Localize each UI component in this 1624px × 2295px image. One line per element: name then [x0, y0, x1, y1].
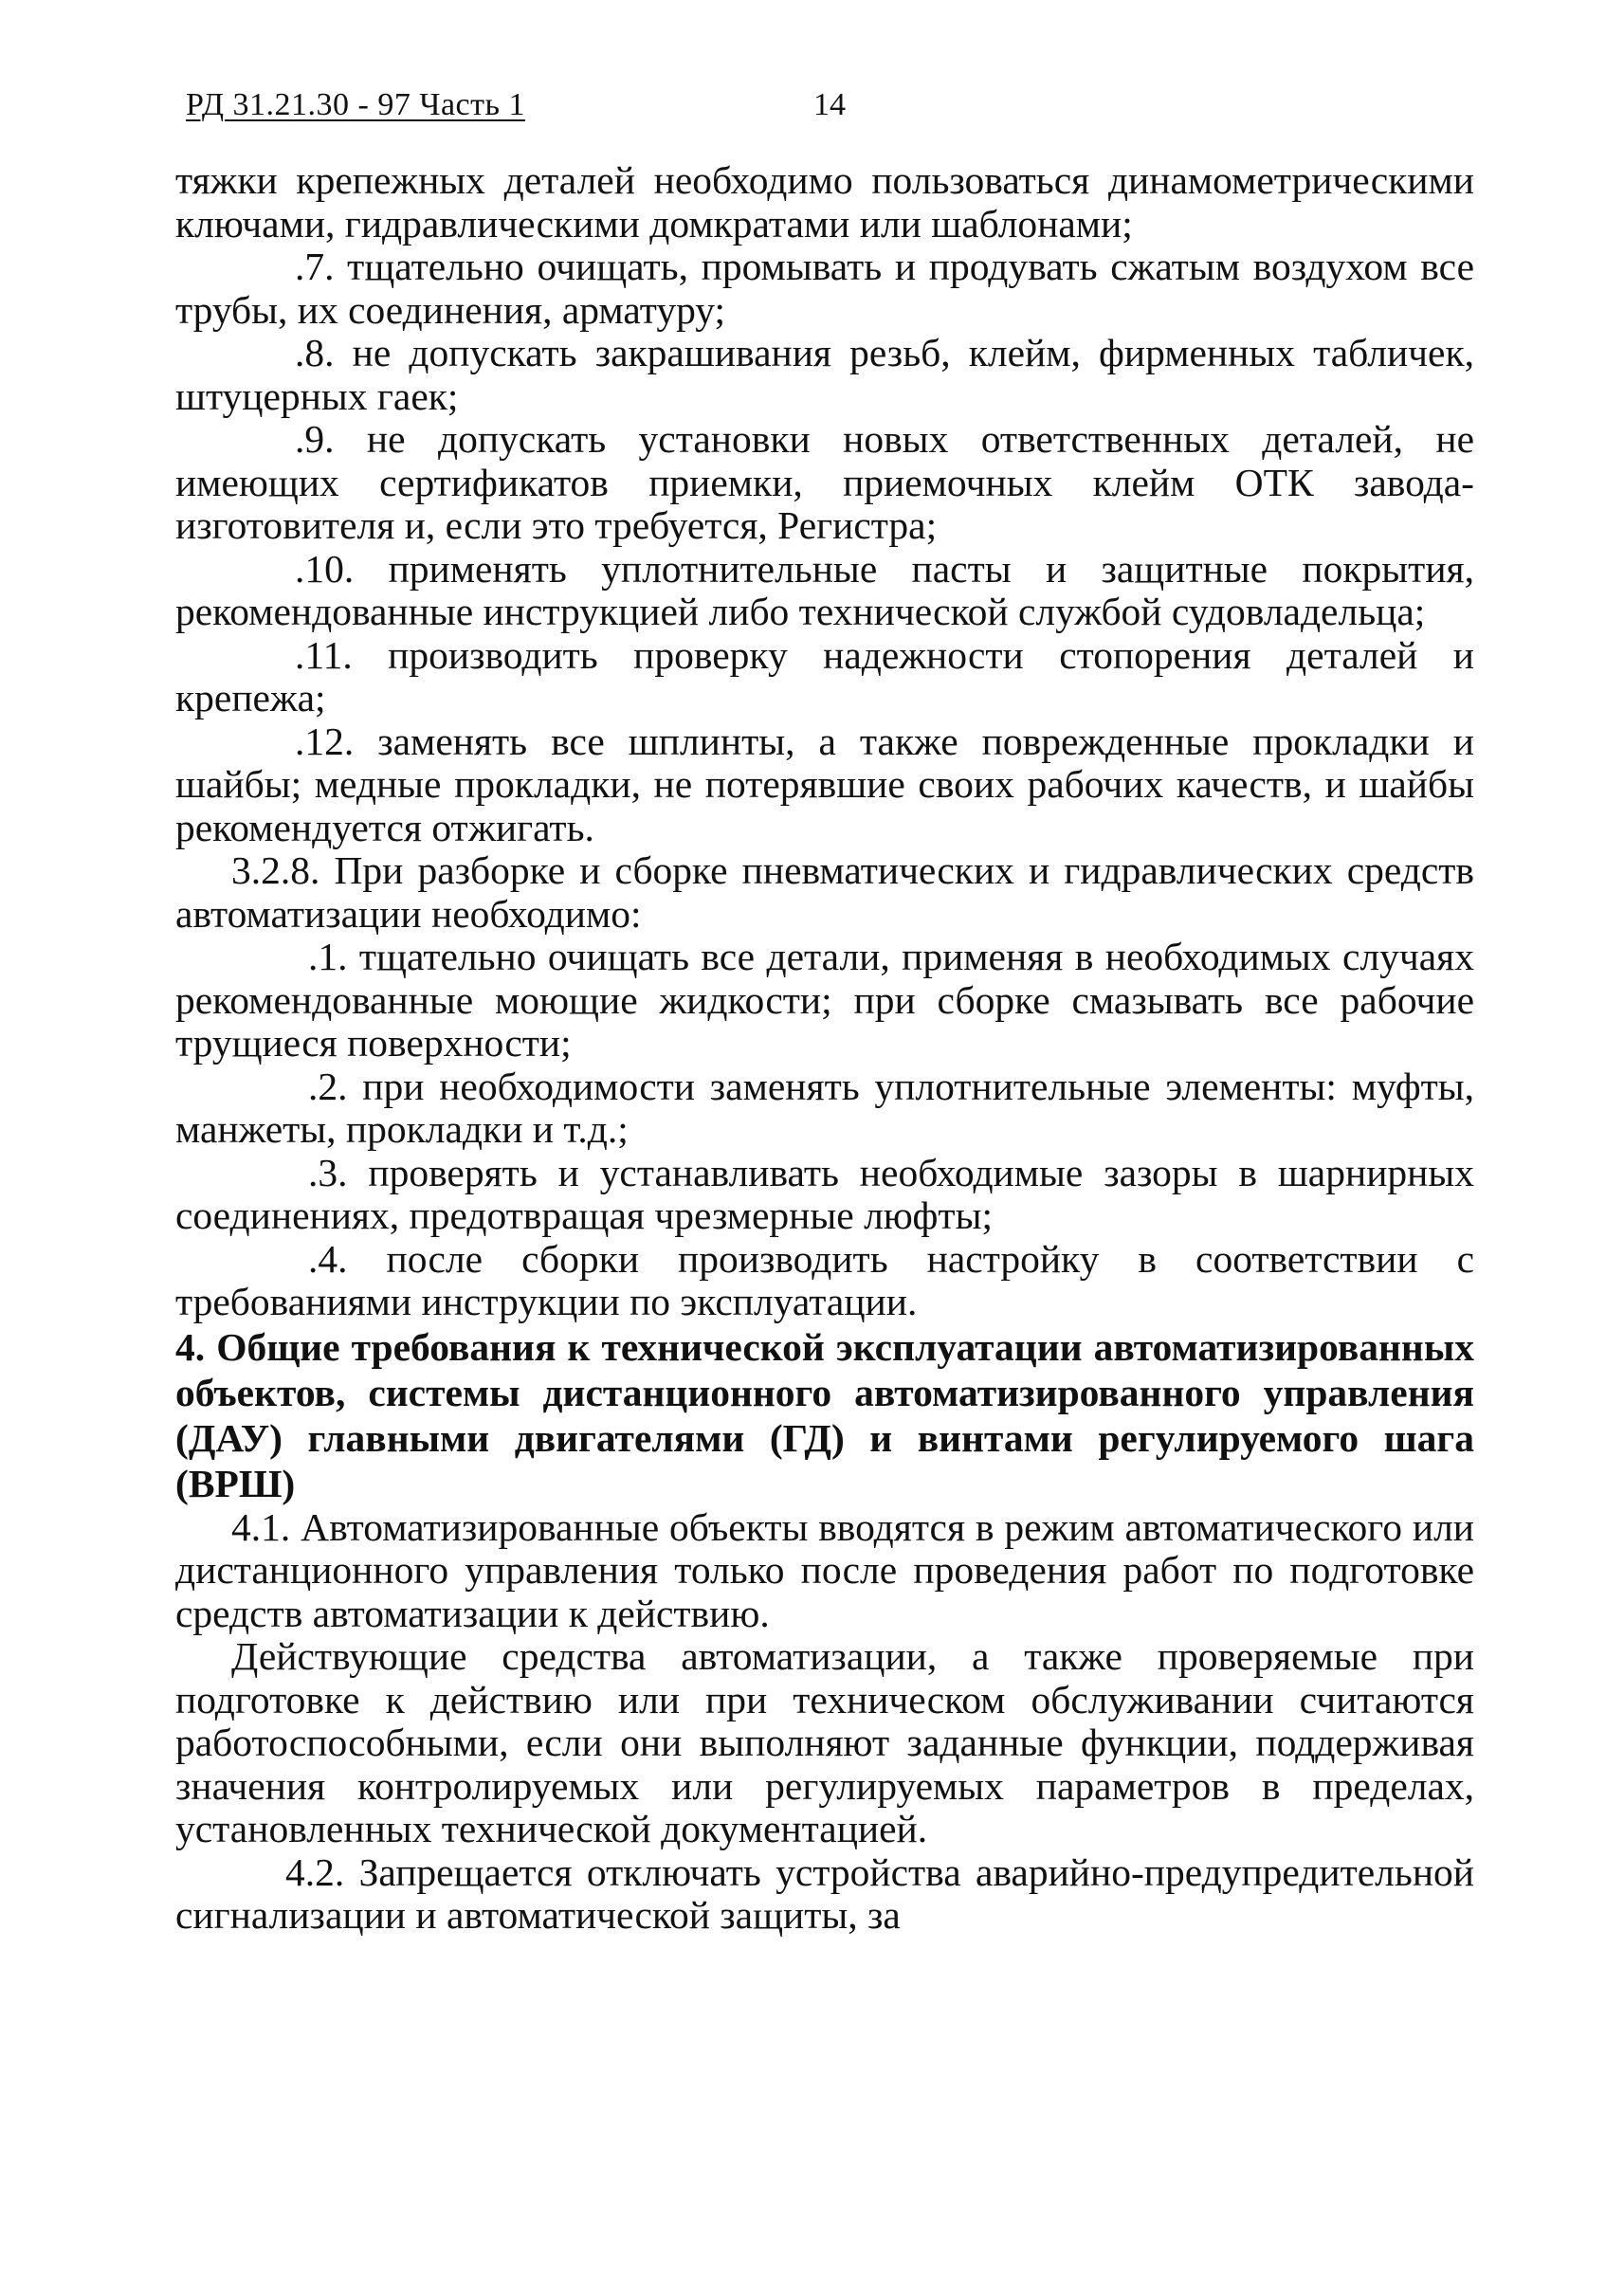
list-item-11: .11. производить проверку надежности стопорения деталей и крепежа;	[175, 632, 1474, 719]
body-text	[175, 159, 1474, 1938]
paragraph-continuation: тяжки крепежных деталей необходимо пользоваться динамометрическими ключами, гидравлическими домкратами или шаблонами;	[175, 158, 1474, 246]
paragraph-4-1-continued: Действующие средства автоматизации, а также проверяемые при подготовке к действию или при техническом обслуживании считаются работоспособными, если они выполняют заданные функции, поддерживая значения контролируемых или регулируемых параметров в пределах, установленных технической документацией.	[175, 1634, 1474, 1850]
running-header	[186, 87, 525, 125]
paragraph-3-2-8: 3.2.8. При разборке и сборке пневматических и гидравлических средств автоматизации необходимо:	[175, 848, 1474, 936]
list-item-9: .9. не допускать установки новых ответственных деталей, не имеющих сертификатов приемки, приемочных клейм ОТК завода-изготовителя и, если это требуется, Регистра;	[175, 417, 1474, 547]
list-item-10: .10. применять уплотнительные пасты и защитные покрытия, рекомендованные инструкцией либо технической службой судовладельца;	[175, 546, 1474, 633]
page-number: 14	[813, 87, 846, 122]
list-item-12: .12. заменять все шплинты, а также поврежденные прокладки и шайбы; медные прокладки, не потерявшие своих рабочих качеств, и шайбы рекомендуется отжигать.	[175, 719, 1474, 849]
section-heading: 4. Общие требования к технической эксплуатации автоматизированных объектов, системы дистанционного автоматизированного управления (ДАУ) главными двигателями (ГД) и винтами регулируемого шага (ВРШ)	[175, 1324, 1474, 1505]
sub-item-3: .3. проверять и устанавливать необходимые зазоры в шарнирных соединениях, предотвращая чрезмерные люфты;	[175, 1150, 1474, 1237]
sub-item-4: .4. после сборки производить настройку в соответствии с требованиями инструкции по эксплуатации.	[175, 1236, 1474, 1323]
document-code: РД 31.21.30 - 97 Часть 1	[186, 87, 526, 122]
paragraph-4-2: 4.2. Запрещается отключать устройства аварийно-предупредительной сигнализации и автоматической защиты, за	[175, 1849, 1474, 1937]
sub-item-2: .2. при необходимости заменять уплотнительные элементы: муфты, манжеты, прокладки и т.д.;	[175, 1064, 1474, 1151]
list-item-8: .8. не допускать закрашивания резьб, клейм, фирменных табличек, штуцерных гаек;	[175, 331, 1474, 418]
list-item-7: .7. тщательно очищать, промывать и продувать сжатым воздухом все трубы, их соединения, арматуру;	[175, 245, 1474, 332]
paragraph-4-1: 4.1. Автоматизированные объекты вводятся в режим автоматического или дистанционного управления только после проведения работ по подготовке средств автоматизации к действию.	[175, 1504, 1474, 1635]
sub-item-1: .1. тщательно очищать все детали, применяя в необходимых случаях рекомендованные моющие жидкости; при сборке смазывать все рабочие трущиеся поверхности;	[175, 935, 1474, 1065]
